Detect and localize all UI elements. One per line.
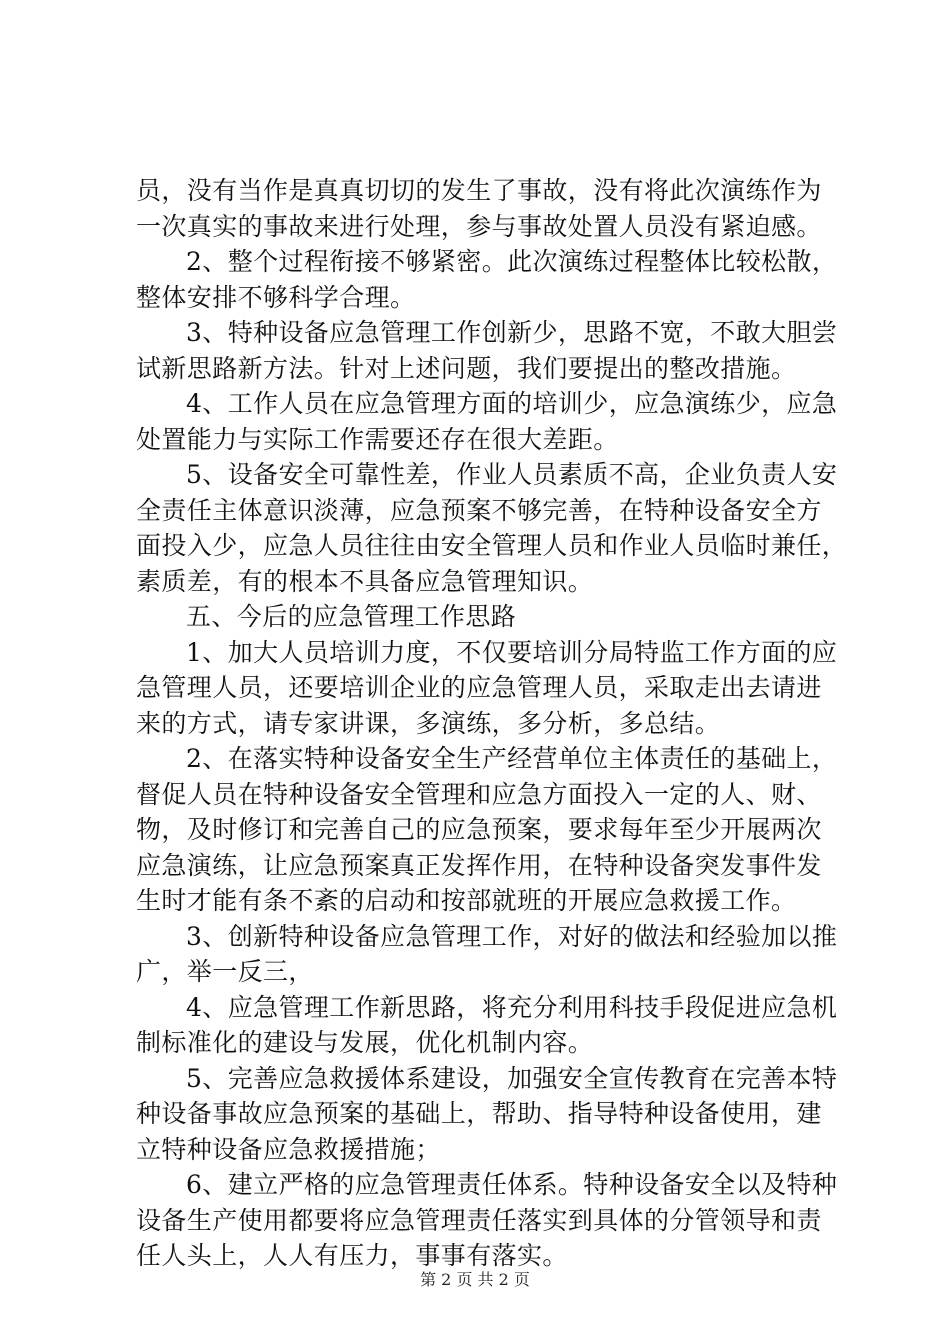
text-line: 急管理人员，还要培训企业的应急管理人员，采取走出去请进 xyxy=(136,673,822,702)
text-line: 3、创新特种设备应急管理工作，对好的做法和经验加以推 xyxy=(186,921,838,951)
text-line: 物，及时修订和完善自己的应急预案，要求每年至少开展两次 xyxy=(136,815,822,844)
text-line: 设备生产使用都要将应急管理责任落实到具体的分管领导和责 xyxy=(136,1205,822,1235)
text-line: 5、完善应急救援体系建设，加强安全宣传教育在完善本特 xyxy=(186,1063,838,1093)
page-footer: 第 2 页 共 2 页 xyxy=(420,1270,530,1289)
text-line: 整体安排不够科学合理。 xyxy=(136,282,416,312)
text-line: 1、加大人员培训力度，不仅要培训分局特监工作方面的应 xyxy=(186,637,838,667)
text-line: 全责任主体意识淡薄，应急预案不够完善，在特种设备安全方 xyxy=(136,495,822,525)
text-line: 一次真实的事故来进行处理，参与事故处置人员没有紧迫感。 xyxy=(136,211,822,241)
text-line: 3、特种设备应急管理工作创新少，思路不宽，不敢大胆尝 xyxy=(186,318,838,347)
text-line: 员，没有当作是真真切切的发生了事故，没有将此次演练作为 xyxy=(136,176,822,205)
text-line: 制标准化的建设与发展，优化机制内容。 xyxy=(136,1028,594,1057)
text-line: 2、整个过程衔接不够紧密。此次演练过程整体比较松散， xyxy=(186,247,838,276)
text-line: 任人头上，人人有压力，事事有落实。 xyxy=(136,1241,568,1270)
text-line: 督促人员在特种设备安全管理和应急方面投入一定的人、财、 xyxy=(136,779,822,809)
text-line: 处置能力与实际工作需要还存在很大差距。 xyxy=(136,424,619,454)
text-line: 2、在落实特种设备安全生产经营单位主体责任的基础上， xyxy=(186,744,838,773)
text-line: 素质差，有的根本不具备应急管理知识。 xyxy=(136,566,594,596)
text-line: 面投入少，应急人员往往由安全管理人员和作业人员临时兼任， xyxy=(136,531,848,560)
text-line: 生时才能有条不紊的启动和按部就班的开展应急救援工作。 xyxy=(136,886,797,915)
text-line: 6、建立严格的应急管理责任体系。特种设备安全以及特种 xyxy=(186,1170,838,1199)
document-body xyxy=(136,173,848,1274)
text-line: 试新思路新方法。针对上述问题，我们要提出的整改措施。 xyxy=(136,353,797,383)
text-line: 应急演练，让应急预案真正发挥作用，在特种设备突发事件发 xyxy=(136,850,822,880)
text-line: 种设备事故应急预案的基础上，帮助、指导特种设备使用，建 xyxy=(136,1099,822,1128)
text-line: 来的方式，请专家讲课，多演练，多分析，多总结。 xyxy=(136,708,721,738)
text-line: 5、设备安全可靠性差，作业人员素质不高，企业负责人安 xyxy=(186,460,838,489)
text-line: 广，举一反三， xyxy=(136,957,314,986)
text-line: 立特种设备应急救援措施； xyxy=(136,1134,441,1164)
section-heading: 五、今后的应急管理工作思路 xyxy=(186,602,517,631)
text-line: 4、应急管理工作新思路，将充分利用科技手段促进应急机 xyxy=(186,992,838,1022)
text-line: 4、工作人员在应急管理方面的培训少，应急演练少，应急 xyxy=(186,389,838,418)
